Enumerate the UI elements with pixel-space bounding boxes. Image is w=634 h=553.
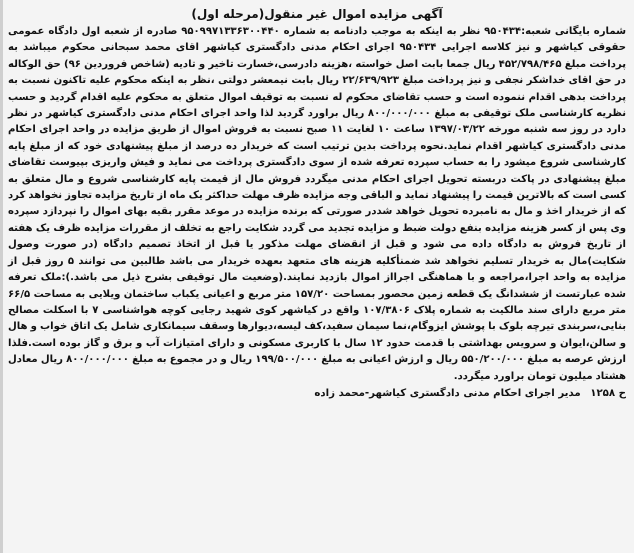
notice-body: شماره بایگانی شعبه:۹۵۰۴۳۴ نظر به اینکه به موجب دادنامه به شماره ۹۵۰۹۹۷۱۳۳۶۳۰۰۴۴۰ صادره از شعبه اول دادگاه عمومی حقوقی کیاشهر و نیز کلاسه اجرایی ۹۵۰۴۳۴ اجرای احکام مدنی دادگستری کیاشهر اقای محمد سبحانی محکوم میباشد به پرداخت مبلغ ۴۵۲/۷۹۸/۴۶۵ ریال جمعا بابت اصل خواسته ،هزینه دادرسی،خسارت تاخیر و تادیه (شاخص فروردین ۹۶) حق الوکاله در حق اقای خداشکر نجفی و نیز پرداخت مبلغ ۲۲/۶۳۹/۹۲۳ ریال بابت نیمعشر دولتی ،نظر به اینکه محکوم علیه تاکنون نسبت به پرداخت بدهی اقدام ننموده است و حسب تقاضای محکوم له نسبت به توقیف اموال متعلق به محکوم علیه اقدام گردید و حسب نظریه کارشناسی ملک توقیفی به مبلغ ۸۰۰/۰۰۰/۰۰۰ ریال براورد گردید لذا واحد اجرای احکام مدنی دادگستری کیاشهر در نظر دارد در روز سه شنبه مورخه ۱۳۹۷/۰۳/۲۲ ساعت ۱۰ لغایت ۱۱ صبح نسبت به فروش اموال از طریق مزایده در واحد اجرای احکام مدنی دادگستری کیاشهر اقدام نماید.نحوه پرداخت بدین ترتیب است که خریدار ده درصد از مبلغ پیشنهادی خود که از مبلغ پایه کارشناسی شروع میشود را به حساب سپرده تعرفه شده از سوی دادگستری پرداخت می نماید و فیش واریزی بپیوست تقاضای مبلغ پیشنهادی در پاکت دربسته تحویل اجرای احکام مدنی میگردد فروش مال از قیمت پایه کارشناسی شروع و مال متعلق به کسی است که بالاترین قیمت را پیشنهاد نماید و الباقی وجه مزایده ظرف مهلت حداکثر یک ماه از تاریخ مزایده تجاوز نخواهد کرد که از خریدار اخذ و مال به نامبرده تحویل خواهد شددر صورتی که برنده مزایده در موعد مقرر بقیه بهای اموال را نپردازد سپرده وی پس از کسر هزینه مزایده بنفع دولت ضبط و مزایده تجدید می گردد شکایت راجع به تخلف از مقررات مزایده ظرف یک هفته از تاریخ فروش به دادگاه داده می شود و قبل از انقضای مهلت مذکور یا قبل از اتخاذ تصمیم دادگاه (در صورت وصول شکایت)مال به خریدار تسلیم نخواهد شد ضمنأکلیه هزینه های متعهد بعهده خریدار می باشد طالبین می توانند ۵ روز قبل از مزایده به واحد اجرا،مراجعه و با هماهنگی اجرااز اموال بازدید نمایند.(وضعیت مال توقیفی بشرح ذیل می باشد.):ملک تعرفه شده عبارتست از ششدانگ یک قطعه زمین محصور بمساحت ۱۵۷/۲۰ متر مربع و اعیانی یکباب ساختمان ویلایی به مساحت ۶۶/۵ متر مربع دارای سند مالکیت به شماره پلاک ۱۰۷/۳۸۰۶ واقع در کیاشهر کوی شهید رجایی کوچه هواشناسی ۷ با اسکلت مصالح بنایی،سربندی تیرچه بلوک با پوشش ایزوگام،نما سیمان سفید،کف لیسه،دیوارها وسقف سیمانکاری شامل یک اتاق خواب و هال و سالن،ایوان و سرویس بهداشتی با قدمت حدود ۱۲ سال با کاربری مسکونی و دارای امتیازات آب و برق و گاز بوده است.فلذا ارزش عرصه به مبلغ ۵۵۰/۲۰۰/۰۰۰ ریال و ارزش اعیانی به مبلغ ۱۹۹/۵۰۰/۰۰۰ ریال و در مجموع به مبلغ ۸۰۰/۰۰۰/۰۰۰ ریال معادل هشتاد میلیون تومان براورد میگردد. bbox=[8, 26, 627, 382]
notice-signature-line: مدیر اجرای احکام مدنی دادگستری کیاشهر-محمد زاده bbox=[314, 387, 581, 399]
notice-title: آگهی مزایده اموال غیر منقول(مرحله اول) bbox=[191, 7, 443, 21]
notice-footer bbox=[8, 386, 626, 402]
notice-code: ح ۱۲۵۸ bbox=[590, 387, 626, 399]
scan-edge-divider bbox=[0, 0, 3, 553]
